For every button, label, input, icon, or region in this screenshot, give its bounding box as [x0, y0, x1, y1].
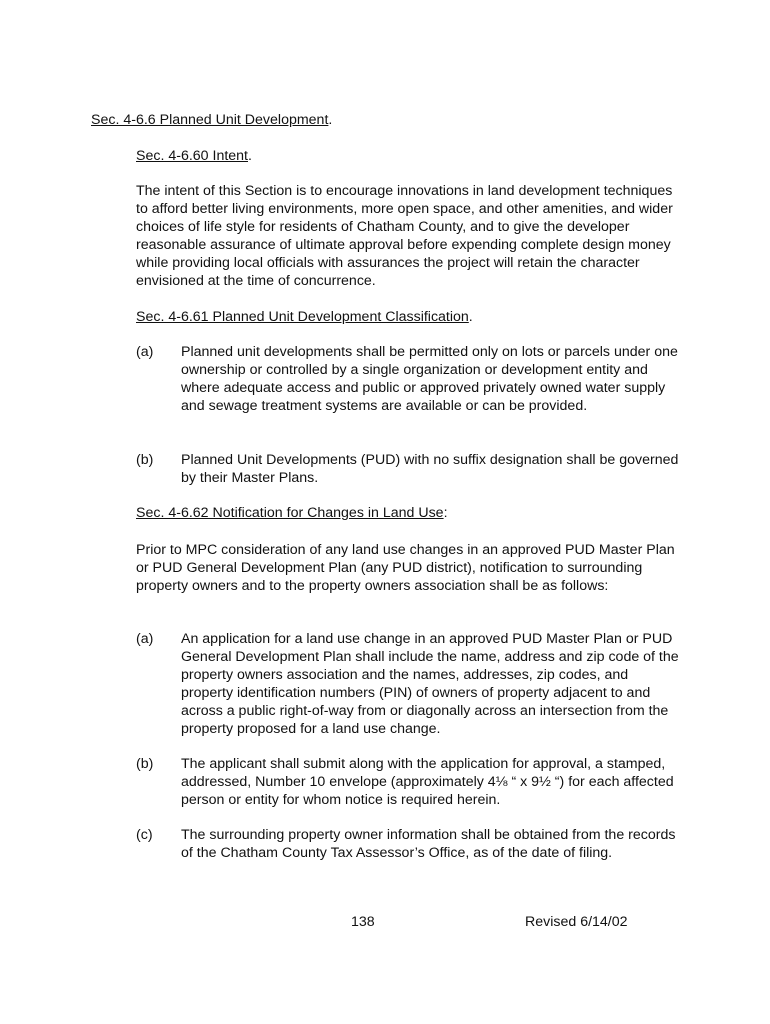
list-item-text: Planned Unit Developments (PUD) with no suffix designation shall be governed by their Master Plans.	[181, 452, 679, 486]
section-heading-4-6-61	[136, 308, 473, 326]
list-item-label: (c)	[136, 827, 153, 843]
list-item-label: (b)	[136, 452, 154, 468]
notification-paragraph: Prior to MPC consideration of any land use changes in an approved PUD Master Plan or PUD General Development Plan (any PUD district), notification to surrounding property owners and to the property owners association shall be as follows:	[136, 542, 675, 594]
section-heading-text: Sec. 4-6.61 Planned Unit Development Classification	[136, 309, 469, 325]
intent-paragraph: The intent of this Section is to encourage innovations in land development techniques to afford better living environments, more open space, and other amenities, and wider choices of life style for residents of Chatham County, and to give the developer reasonable assurance of ultimate approval before expending complete design money while providing local officials with assurances the project will retain the character envisioned at the time of concurrence.	[136, 183, 673, 289]
section-heading-4-6-6	[91, 111, 332, 129]
section-heading-text: Sec. 4-6.6 Planned Unit Development	[91, 112, 329, 128]
list-item-text: An application for a land use change in an approved PUD Master Plan or PUD General Development Plan shall include the name, address and zip code of the property owners association and the names, addresses, zip codes, and property identification numbers (PIN) of owners of property adjacent to and across a public right-of-way from or diagonally across an intersection from the property proposed for a land use change.	[181, 631, 679, 737]
list-item-text: The surrounding property owner information shall be obtained from the records of the Chatham County Tax Assessor’s Office, as of the date of filing.	[181, 827, 676, 861]
heading-punctuation: :	[443, 505, 448, 521]
page-number: 138	[351, 914, 375, 930]
heading-punctuation: .	[328, 112, 333, 128]
list-item-label: (a)	[136, 631, 154, 647]
list-item-label: (b)	[136, 756, 154, 772]
section-heading-text: Sec. 4-6.60 Intent	[136, 148, 248, 164]
section-heading-4-6-60	[136, 147, 252, 165]
list-item-text: Planned unit developments shall be permitted only on lots or parcels under one ownership or controlled by a single organization or development entity and where adequate access and public or approved privately owned water supply and sewage treatment systems are available or can be provided.	[181, 344, 678, 414]
section-heading-4-6-62	[136, 504, 448, 522]
heading-punctuation: .	[468, 309, 473, 325]
heading-punctuation: .	[248, 148, 252, 164]
revised-date: Revised 6/14/02	[525, 914, 628, 930]
section-heading-text: Sec. 4-6.62 Notification for Changes in Land Use	[136, 505, 444, 521]
list-item-label: (a)	[136, 344, 154, 360]
list-item-text: The applicant shall submit along with the application for approval, a stamped, addressed, Number 10 envelope (approximately 4⅛ “ x 9½ “) for each affected person or entity for whom notice is required herein.	[181, 756, 674, 808]
